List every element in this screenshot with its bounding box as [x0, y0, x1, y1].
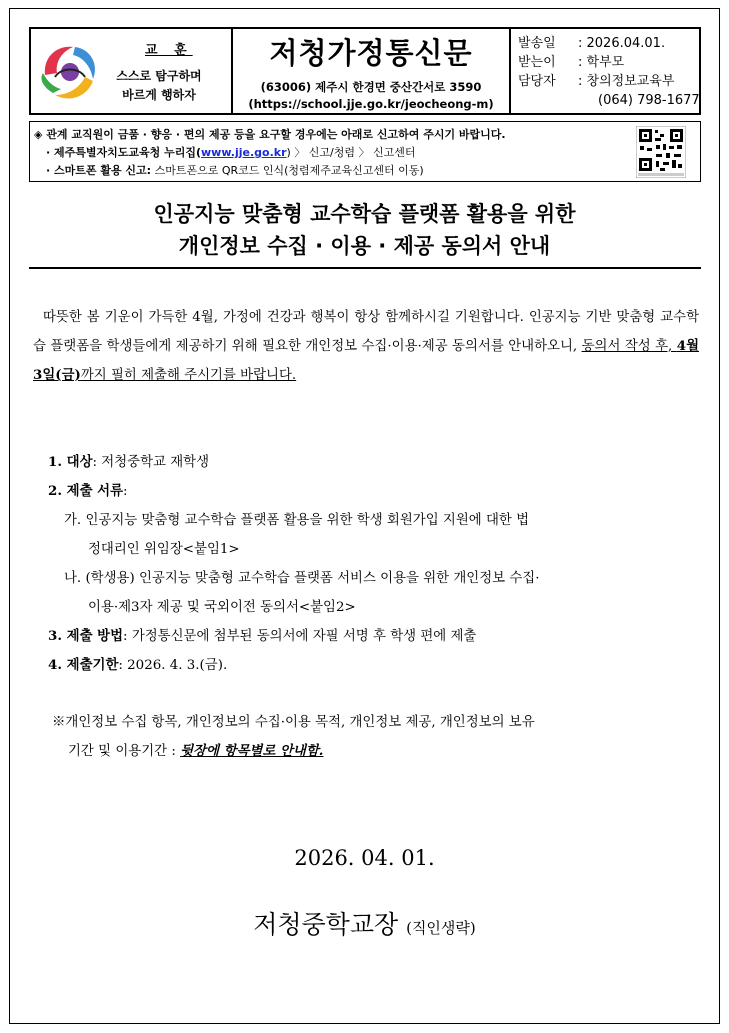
school-logo-icon: [35, 37, 105, 107]
sent-date-label: 발송일: [518, 36, 556, 51]
document-item-1: 가. 인공지능 맞춤형 교수학습 플랫폼 활용을 위한 학생 회원가입 지원에 대한 법 정대리인 위임장<붙임1>: [64, 513, 530, 557]
school-motto: [109, 67, 209, 105]
motto-line-2: 바르게 행하자: [122, 88, 196, 102]
school-url[interactable]: (https://school.jje.go.kr/jeocheong-m): [248, 97, 494, 111]
list-item-deadline: 4. 제출기한: 2026. 4. 3.(금).: [48, 657, 228, 673]
integrity-report-box: [29, 121, 701, 182]
list-item-method: 3. 제출 방법: 가정통신문에 첨부된 동의서에 자필 서명 후 학생 편에 제출: [48, 628, 477, 644]
intro-paragraph: 따뜻한 봄 기운이 가득한 4월, 가정에 건강과 행복이 항상 함께하시길 기원합니다. 인공지능 기반 맞춤형 교수학습 플랫폼을 학생들에게 제공하기 위해 필요한 개인정보 수집·이용·제공 동의서를 안내하오니, 동의서 작성 후, 4월 3일(금)까지 필히 제출해 주시기를 바랍니다.: [33, 310, 700, 383]
principal-signature: [9, 905, 720, 941]
report-notice: ◈ 관계 교직원이 금품 · 향응 · 편의 제공 등을 요구할 경우에는 아래로 신고하여 주시기 바랍니다.: [34, 128, 506, 141]
school-address: [233, 79, 509, 113]
privacy-note: ※개인정보 수집 항목, 개인정보의 수집·이용 목적, 개인정보 제공, 개인정보의 보유 기간 및 이용기간 : 뒷장에 항목별로 안내함.: [52, 715, 535, 759]
newsletter-name: 저청가정통신문: [269, 36, 473, 70]
contact-phone: (064) 798-1677: [598, 93, 700, 108]
qr-code-icon[interactable]: [636, 126, 686, 178]
sent-date: 2026.04.01.: [586, 36, 666, 51]
issue-date: 2026. 04. 01.: [294, 846, 435, 870]
document-title-line-2: 개인정보 수집 · 이용 · 제공 동의서 안내: [178, 234, 551, 258]
motto-title: 교 훈: [145, 43, 193, 58]
list-item-documents: 2. 제출 서류:: [48, 483, 128, 499]
principal-name: 저청중학교장: [253, 910, 399, 939]
title-divider: [29, 267, 701, 269]
manager-label: 담당자: [518, 74, 556, 89]
submission-details: [48, 448, 698, 680]
recipient: 학부모: [586, 55, 625, 70]
list-item-target: 1. 대상: 저청중학교 재학생: [48, 454, 210, 470]
deadline-notice: 동의서 작성 후, 4월 3일(금)까지 필히 제출해 주시기를 바랍니다.: [33, 338, 700, 383]
newsletter-header: [29, 27, 701, 115]
seal-omitted-note: (직인생략): [406, 919, 476, 937]
manager: 창의정보교육부: [586, 74, 675, 89]
document-item-2: 나. (학생용) 인공지능 맞춤형 교수학습 플랫폼 서비스 이용을 위한 개인정보 수집· 이용·제3자 제공 및 국외이전 동의서<붙임2>: [64, 571, 540, 615]
recipient-label: 받는이: [518, 55, 556, 70]
header-divider: [509, 29, 511, 113]
send-info: 발송일 : 2026.04.01. 받는이 : 학부모 담당자 : 창의정보교육부 (064) 798-1677: [518, 36, 700, 108]
document-title-line-1: 인공지능 맞춤형 교수학습 플랫폼 활용을 위한: [153, 202, 576, 226]
note-emphasis: 뒷장에 항목별로 안내함.: [180, 743, 324, 759]
motto-line-1: 스스로 탐구하며: [116, 69, 202, 83]
postal-address: (63006) 제주시 한경면 중산간서로 3590: [260, 80, 482, 94]
education-office-link[interactable]: www.jje.go.kr: [201, 146, 287, 159]
report-smartphone-line: · 스마트폰 활용 신고: 스마트폰으로 QR코드 인식(청렴제주교육신고센터 이동): [46, 164, 424, 177]
report-website-line: · 제주특별자치도교육청 누리집(www.jje.go.kr) 〉 신고/청렴 〉 신고센터: [46, 146, 416, 159]
